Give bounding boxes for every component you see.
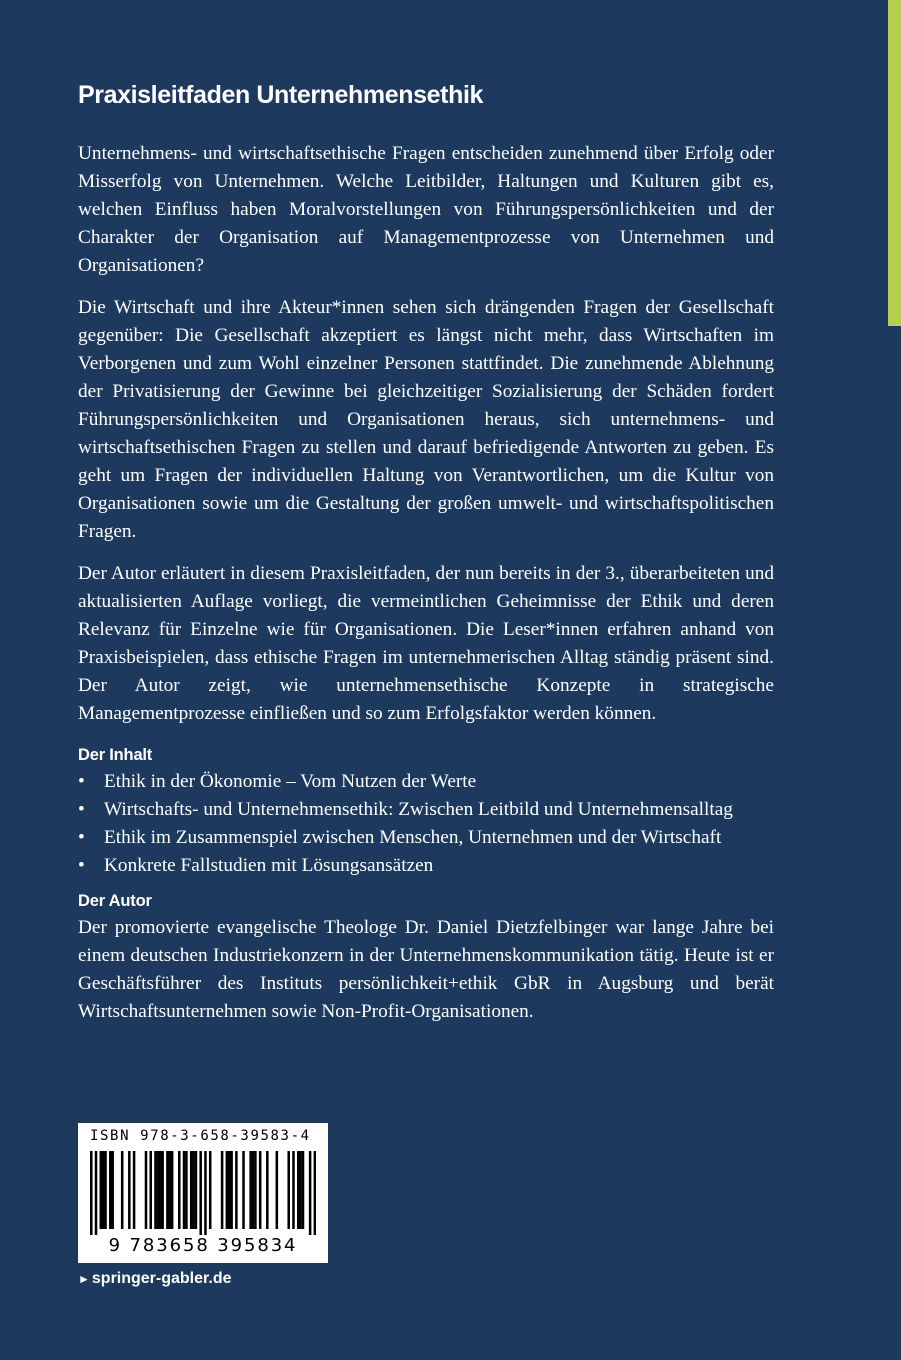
list-item: [78, 796, 774, 824]
barcode-bar: [192, 1151, 195, 1229]
barcode-bar: [249, 1151, 252, 1229]
barcode-bar: [309, 1151, 312, 1235]
barcode-bar: [159, 1151, 162, 1229]
barcode-bar: [166, 1151, 169, 1229]
bullet-icon: •: [78, 799, 85, 820]
barcode-bar: [104, 1151, 107, 1229]
barcode-bar: [183, 1151, 186, 1229]
website-url: springer-gabler.de: [91, 1270, 232, 1287]
barcode-bar: [242, 1151, 245, 1229]
intro-paragraph-3: Der Autor erläutert in diesem Praxisleitfaden, der nun bereits in der 3., überarbeiteten und aktualisierten Auflage vorliegt, die vermeintlichen Geheimnisse der Ethik und deren Relevanz für Einzelne wie für Organisationen. Die Leser*innen erfahren anhand von Praxisbeispielen, dass ethische Fragen im unternehmerischen Alltag ständig präsent sind. Der Autor zeigt, wie unternehmensethische Konzepte in strategische Managementprozesse einfließen und so zum Erfolgsfaktor werden können.: [78, 563, 774, 724]
barcode-bar: [169, 1151, 172, 1229]
barcode-bar: [149, 1151, 152, 1229]
author-heading: Der Autor: [78, 892, 152, 910]
barcode-bar: [90, 1151, 93, 1235]
list-item: [78, 824, 774, 852]
barcode-bar: [302, 1151, 305, 1229]
barcode-bar: [266, 1151, 269, 1229]
isbn-label: ISBN 978-3-658-39583-4: [90, 1128, 311, 1144]
barcode-bar: [299, 1151, 302, 1229]
back-cover-content: [78, 78, 774, 1040]
arrow-right-icon: ►: [78, 1272, 90, 1286]
barcode-bar: [190, 1151, 193, 1229]
barcode-bar: [100, 1151, 103, 1229]
accent-stripe: [888, 0, 901, 326]
list-item-text: Wirtschafts- und Unternehmensethik: Zwischen Leitbild und Unternehmensalltag: [104, 799, 733, 820]
barcode-bar: [145, 1151, 148, 1229]
barcode-bar: [276, 1151, 279, 1229]
barcode-bar: [128, 1151, 131, 1229]
barcode-bars: [90, 1151, 316, 1235]
list-item-text: Ethik in der Ökonomie – Vom Nutzen der Werte: [104, 771, 477, 792]
contents-heading: Der Inhalt: [78, 746, 153, 764]
barcode-bar: [171, 1151, 174, 1229]
publisher-website-link[interactable]: [78, 1268, 231, 1290]
intro-paragraph-1: Unternehmens- und wirtschaftsethische Fragen entscheiden zunehmend über Erfolg oder Misserfolg von Unternehmen. Welche Leitbilder, Haltungen und Kulturen gibt es, welchen Einfluss haben Moralvorstellungen von Führungspersönlichkeiten und der Charakter der Organisation auf Managementprozesse von Unternehmen und Organisationen?: [78, 143, 774, 276]
intro-paragraph-2: Die Wirtschaft und ihre Akteur*innen sehen sich drängenden Fragen der Gesellschaft gegenüber: Die Gesellschaft akzeptiert es längst nicht mehr, dass Wirtschaften im Verborgenen und zum Wohl einzelner Personen stattfindet. Die zunehmende Ablehnung der Privatisierung der Gewinne bei gleichzeitiger Sozialisierung der Schäden fordert Führungspersönlichkeiten und Organisationen heraus, sich unternehmens- und wirtschaftsethischen Fragen zu stellen und darauf befriedigende Antworten zu geben. Es geht um Fragen der individuellen Haltung von Verantwortlichen, um die Kultur von Organisationen sowie um die Gestaltung der großen umwelt- und wirtschaftspolitischen Fragen.: [78, 297, 774, 542]
barcode-bar: [178, 1151, 181, 1229]
barcode-bar: [102, 1151, 105, 1229]
contents-list: [78, 768, 774, 880]
author-bio: Der promovierte evangelische Theologe Dr. Daniel Dietzfelbinger war lange Jahre bei einem deutschen Industriekonzern in der Unternehmenskommunikation tätig. Heute ist er Geschäftsführer des Instituts persönlichkeit+ethik GbR in Augsburg und berät Wirtschaftsunternehmen sowie Non-Profit-Organisationen.: [78, 917, 774, 1022]
barcode-bar: [133, 1151, 136, 1229]
barcode-bar: [95, 1151, 98, 1235]
barcode-digits: 9 783658 395834: [108, 1235, 298, 1256]
barcode-bar: [314, 1151, 316, 1235]
barcode-bar: [185, 1151, 188, 1229]
book-title: Praxisleitfaden Unternehmensethik: [78, 81, 483, 109]
list-item: [78, 852, 774, 880]
bullet-icon: •: [78, 827, 85, 848]
barcode-bar: [204, 1151, 207, 1235]
barcode-bar: [228, 1151, 231, 1229]
barcode-bar: [199, 1151, 202, 1235]
barcode-bar: [252, 1151, 255, 1229]
list-item-text: Ethik im Zusammenspiel zwischen Menschen, Unternehmen und der Wirtschaft: [104, 827, 722, 848]
barcode-bar: [235, 1151, 238, 1229]
barcode-bar: [109, 1151, 112, 1229]
barcode-bar: [287, 1151, 290, 1229]
list-item-text: Konkrete Fallstudien mit Lösungsansätzen: [104, 855, 434, 876]
barcode-bar: [195, 1151, 198, 1229]
bullet-icon: •: [78, 771, 85, 792]
barcode-bar: [292, 1151, 295, 1229]
barcode-bar: [230, 1151, 233, 1229]
barcode-bar: [297, 1151, 300, 1229]
barcode-bar: [221, 1151, 224, 1229]
isbn-barcode: [78, 1123, 328, 1263]
barcode-bar: [254, 1151, 257, 1229]
barcode-bar: [154, 1151, 157, 1229]
barcode-bar: [121, 1151, 124, 1229]
barcode-bar: [161, 1151, 164, 1229]
barcode-bar: [157, 1151, 160, 1229]
barcode-bar: [209, 1151, 212, 1229]
barcode-bar: [226, 1151, 229, 1229]
bullet-icon: •: [78, 855, 85, 876]
list-item: [78, 768, 774, 796]
barcode-bar: [259, 1151, 262, 1229]
barcode-bar: [111, 1151, 114, 1229]
